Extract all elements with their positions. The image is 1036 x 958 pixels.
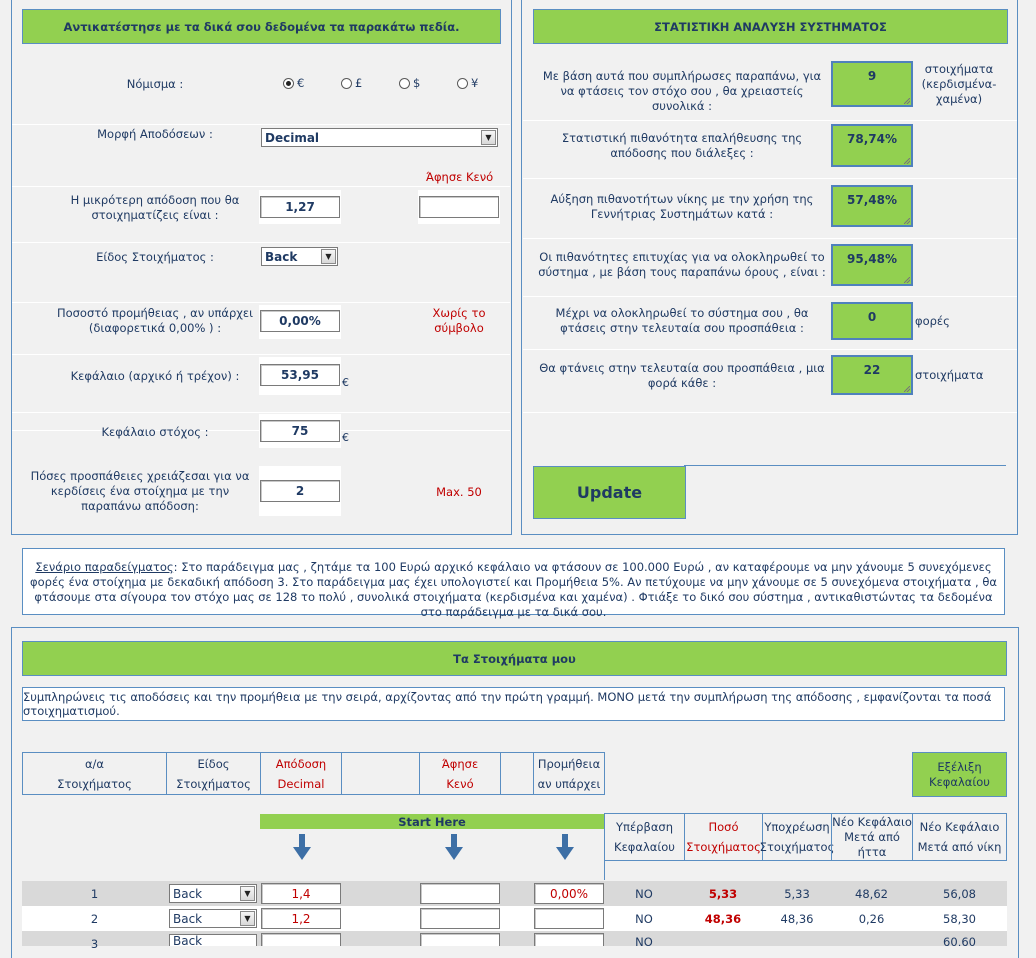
update-divider-line bbox=[684, 465, 1006, 466]
target-currency: € bbox=[342, 431, 349, 444]
stat-value-increase-text: 57,48% bbox=[847, 193, 897, 207]
stat-value-frequency bbox=[831, 355, 913, 395]
row-liability: 48,36 bbox=[780, 911, 814, 926]
currency-pound-label: £ bbox=[355, 76, 363, 90]
col-header-exceed-line1: Υπέρβαση bbox=[616, 820, 673, 834]
chevron-down-icon: ▼ bbox=[240, 911, 255, 926]
col-header-stake-line1: Ποσό bbox=[708, 820, 739, 834]
bets-instructions: Συμπληρώνεις τις αποδόσεις και την προμήθεια με την σειρά, αρχίζοντας από την πρώτη γραμμή. ΜΟΝΟ μετά την συμπλήρωση της απόδοσης , εμφανίζονται τα ποσά στοιχηματισμού. bbox=[22, 687, 1005, 721]
example-box bbox=[22, 548, 1005, 619]
col-header-number-line2: Στοιχήματος bbox=[57, 776, 132, 791]
odds-format-select[interactable] bbox=[261, 128, 498, 147]
col-header-type-line2: Στοιχήματος bbox=[176, 776, 251, 791]
col-header-number bbox=[22, 752, 167, 795]
col-header-type bbox=[166, 752, 261, 795]
row-exceed: NO bbox=[635, 911, 653, 926]
stat-value-probability-text: 78,74% bbox=[847, 132, 897, 146]
attempts-input[interactable]: 2 bbox=[260, 480, 340, 502]
arrow-down-icon bbox=[556, 834, 574, 860]
odds-format-label: Μορφή Αποδόσεων : bbox=[97, 127, 213, 141]
col-header-type-line1: Είδος bbox=[197, 756, 230, 771]
stat-value-success-text: 95,48% bbox=[847, 252, 897, 266]
row-divider bbox=[12, 124, 510, 125]
stat-label-probability: Στατιστική πιθανότητα επαλήθευσης της απόδοσης που διάλεξες : bbox=[561, 131, 803, 160]
currency-radio-dollar[interactable] bbox=[399, 78, 410, 89]
col-header-after-loss: Νέο Κεφάλαιο Μετά από ήττα bbox=[831, 813, 913, 861]
resize-grip-icon bbox=[904, 218, 910, 224]
row-odds-input[interactable] bbox=[261, 933, 341, 946]
min-odds-input[interactable]: 1,27 bbox=[260, 196, 340, 218]
stat-value-total-bets-text: 9 bbox=[867, 69, 877, 83]
row-divider bbox=[12, 354, 510, 355]
stat-label-increase: Αύξηση πιθανοτήτων νίκης με την χρήση της Γεννήτριας Συστημάτων κατά : bbox=[550, 192, 814, 221]
col-header-stake bbox=[684, 813, 763, 861]
row-divider bbox=[523, 238, 1017, 239]
start-here-bar: Start Here bbox=[260, 814, 604, 829]
row-type-value: Back bbox=[173, 911, 203, 926]
odds-format-value: Decimal bbox=[265, 130, 320, 145]
chevron-down-icon: ▼ bbox=[481, 130, 496, 145]
resize-grip-icon bbox=[904, 277, 910, 283]
row-divider bbox=[523, 349, 1017, 350]
bet-type-label: Είδος Στοιχήματος : bbox=[96, 250, 214, 264]
row-exceed: NO bbox=[635, 886, 653, 901]
col-header-empty bbox=[341, 752, 420, 795]
arrow-down-icon bbox=[445, 834, 463, 860]
col-header-liability bbox=[759, 813, 835, 861]
commission-note: Χωρίς το σύμβολο bbox=[432, 306, 486, 335]
chevron-down-icon: ▼ bbox=[321, 249, 336, 264]
col-header-exceed bbox=[604, 813, 685, 861]
col-header-number-line1: α/α bbox=[84, 756, 105, 771]
target-input[interactable]: 75 bbox=[260, 420, 340, 442]
example-text: : Στο παράδειγμα μας , ζητάμε τα 100 Ευρώ αρχικό κεφάλαιο να φτάσουν σε 100.000 Ευρώ , αν καταφέρουμε να μην χάνουμε 5 συνεχόμενες φορές ένα στοίχημα με δεκαδική απόδοση 3. Στο παράδειγμα μας έχει υπολογιστεί και Προμήθεια 5%. Αν πετύχουμε να μην χάνουμε σε 5 συνεχόμενα στοιχήματα , θα φτάσουμε στα σίγουρα τον στόχο μας σε 128 το πολύ , συνολικά στοιχήματα (κερδισμένα και χαμένα) . Φτιάξε το δικό σου σύστημα , αντικαθιστώντας τα δεδομένα στο παράδειγμα με τα δικά σου. bbox=[30, 560, 997, 619]
col-header-blank-line1: Άφησε bbox=[441, 756, 479, 771]
resize-grip-icon bbox=[904, 98, 910, 104]
stat-label-total-bets: Με βάση αυτά που συμπλήρωσες παραπάνω, για να φτάσεις τον στόχο σου , θα χρειαστείς συνολικά : bbox=[542, 69, 822, 113]
stat-label-last-attempt: Μέχρι να ολοκληρωθεί το σύστημα σου , θα φτάσεις στην τελευταία σου προσπάθεια : bbox=[555, 306, 809, 335]
row-type-value: Back bbox=[173, 934, 203, 946]
row-divider bbox=[12, 186, 510, 187]
col-header-odds-line1: Απόδοση bbox=[275, 756, 327, 771]
col-header-odds bbox=[260, 752, 342, 795]
commission-label: Ποσοστό προμήθειας , αν υπάρχει (διαφορετικά 0,00% ) : bbox=[56, 306, 254, 335]
row-type-select[interactable] bbox=[169, 909, 257, 928]
col-header-liability-line1: Υποχρέωση bbox=[764, 820, 830, 834]
col-header-blank bbox=[419, 752, 501, 795]
bet-type-select[interactable] bbox=[261, 247, 338, 266]
bet-type-value: Back bbox=[265, 249, 298, 264]
row-number: 2 bbox=[90, 911, 99, 926]
col-header-commission-line1: Προμήθεια bbox=[537, 756, 601, 771]
chevron-down-icon: ▼ bbox=[240, 886, 255, 901]
row-commission-input[interactable] bbox=[534, 908, 604, 929]
blank-input[interactable] bbox=[419, 196, 499, 218]
stat-value-probability bbox=[831, 124, 913, 167]
row-odds-input[interactable]: 1,4 bbox=[261, 883, 341, 904]
row-type-select[interactable] bbox=[169, 884, 257, 903]
row-liability: 5,33 bbox=[784, 886, 810, 901]
row-divider bbox=[12, 302, 510, 303]
example-title: Σενάριο παραδείγματος bbox=[35, 560, 174, 574]
currency-radio-pound[interactable] bbox=[341, 78, 352, 89]
row-after-win: 60,60 bbox=[943, 935, 976, 946]
capital-label: Κεφάλαιο (αρχικό ή τρέχον) : bbox=[70, 369, 240, 383]
stat-value-total-bets bbox=[831, 61, 913, 107]
row-blank-input[interactable] bbox=[420, 908, 500, 929]
capital-input[interactable]: 53,95 bbox=[260, 364, 340, 386]
stat-value-frequency-text: 22 bbox=[863, 363, 881, 377]
stat-value-last-attempt-text: 0 bbox=[867, 310, 877, 324]
row-commission-input[interactable]: 0,00% bbox=[534, 883, 604, 904]
row-type-select[interactable] bbox=[169, 934, 257, 946]
row-after-win: 56,08 bbox=[943, 886, 976, 901]
row-type-value: Back bbox=[173, 886, 203, 901]
currency-dollar-label: $ bbox=[413, 76, 421, 90]
row-after-loss: 48,62 bbox=[855, 886, 888, 901]
row-divider bbox=[12, 412, 510, 413]
resize-grip-icon bbox=[904, 386, 910, 392]
currency-euro-label: € bbox=[297, 76, 305, 90]
row-after-loss: 0,26 bbox=[858, 911, 885, 926]
col-header-blank-line2: Κενό bbox=[446, 776, 474, 791]
col-header-stake-line2: Στοιχήματος bbox=[686, 840, 761, 854]
row-stake: 5,33 bbox=[708, 886, 738, 901]
row-odds-input[interactable]: 1,2 bbox=[261, 908, 341, 929]
row-divider bbox=[523, 296, 1017, 297]
target-label: Κεφάλαιο στόχος : bbox=[101, 425, 209, 439]
currency-radio-euro[interactable] bbox=[283, 78, 294, 89]
row-stake: 48,36 bbox=[704, 911, 742, 926]
currency-label: Νόμισμα : bbox=[126, 77, 184, 91]
update-button[interactable]: Update bbox=[533, 466, 686, 519]
row-number: 3 bbox=[90, 937, 99, 951]
stat-label-success: Οι πιθανότητες επιτυχίας για να ολοκληρωθεί το σύστημα , με βάση τους παραπάνω όρους , είναι : bbox=[538, 250, 826, 279]
arrow-down-icon bbox=[293, 834, 311, 860]
col-header-after-win: Νέο Κεφάλαιο Μετά από νίκη bbox=[912, 813, 1007, 861]
stat-unit-last-attempt: φορές bbox=[915, 314, 950, 328]
min-odds-label: Η μικρότερη απόδοση που θα στοιχηματίζεις είναι : bbox=[70, 193, 240, 222]
col-header-liability-line2: Στοιχήματος bbox=[759, 840, 835, 854]
resize-grip-icon bbox=[904, 158, 910, 164]
row-commission-input[interactable] bbox=[534, 933, 604, 946]
col-header-commission bbox=[533, 752, 605, 795]
col-header-odds-line2: Decimal bbox=[277, 776, 325, 791]
row-divider bbox=[523, 120, 1017, 121]
right-panel-header: ΣΤΑΤΙΣΤΙΚΗ ΑΝΑΛΥΣΗ ΣΥΣΤΗΜΑΤΟΣ bbox=[533, 9, 1008, 44]
col-header-exceed-line2: Κεφαλαίου bbox=[614, 840, 675, 854]
row-after-win: 58,30 bbox=[943, 911, 976, 926]
stat-unit-frequency: στοιχήματα bbox=[915, 368, 984, 382]
row-divider bbox=[12, 242, 510, 243]
col-header-commission-line2: αν υπάρχει bbox=[537, 776, 601, 791]
row-divider bbox=[523, 178, 1017, 179]
capital-currency: € bbox=[342, 376, 349, 389]
col-header-evolution: Εξέλιξη Κεφαλαίου bbox=[912, 752, 1007, 797]
left-panel-header: Αντικατέστησε με τα δικά σου δεδομένα τα παρακάτω πεδία. bbox=[22, 9, 501, 44]
header-bottom-border bbox=[604, 860, 605, 880]
stat-value-last-attempt bbox=[831, 302, 913, 340]
row-blank-input[interactable] bbox=[420, 883, 500, 904]
stat-value-success bbox=[831, 244, 913, 286]
currency-radio-yen[interactable] bbox=[457, 78, 468, 89]
row-number: 1 bbox=[90, 886, 99, 901]
row-exceed: NO bbox=[635, 935, 653, 946]
stat-unit-total-bets: στοιχήματα (κερδισμένα-χαμένα) bbox=[921, 62, 997, 106]
leave-blank-note: Άφησε Κενό bbox=[426, 170, 494, 184]
commission-input[interactable]: 0,00% bbox=[260, 310, 340, 332]
attempts-max-note: Max. 50 bbox=[436, 485, 482, 499]
currency-yen-label: ¥ bbox=[471, 76, 479, 90]
col-header-spacer bbox=[500, 752, 534, 795]
stat-label-frequency: Θα φτάνεις στην τελευταία σου προσπάθεια , μια φορά κάθε : bbox=[539, 361, 825, 390]
bets-header: Τα Στοιχήματα μου bbox=[22, 641, 1007, 676]
stat-value-increase bbox=[831, 185, 913, 227]
row-blank-input[interactable] bbox=[420, 933, 500, 946]
row-divider bbox=[523, 412, 1017, 413]
attempts-label: Πόσες προσπάθειες χρειάζεσαι για να κερδίσεις ένα στοίχημα με την παραπάνω απόδοση: bbox=[30, 469, 250, 513]
